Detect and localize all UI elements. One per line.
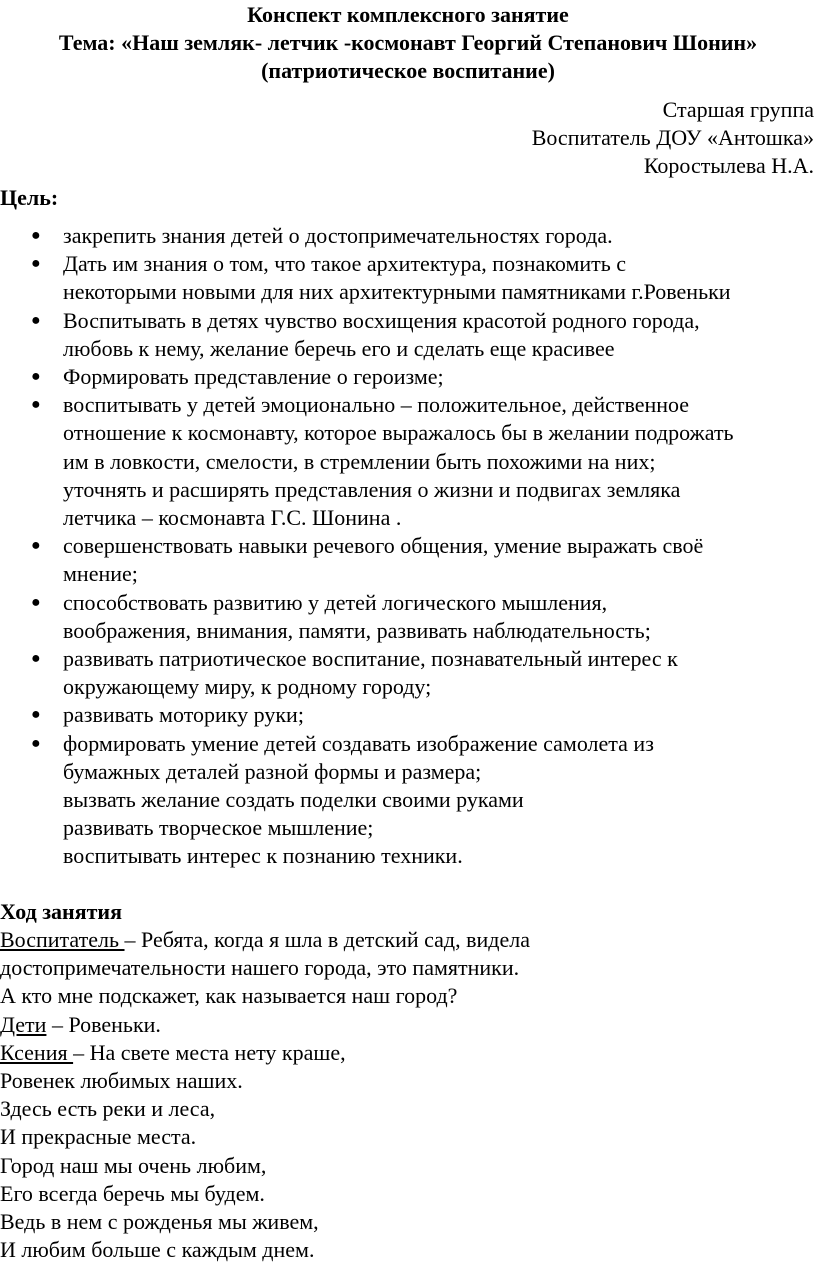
goal-line: развивать моторику руки; <box>63 702 304 728</box>
author-block <box>532 96 814 181</box>
dialogue-text: – Ровеньки. <box>46 1011 161 1037</box>
goal-line: совершенствовать навыки речевого общения, умение выражать своё <box>63 533 704 559</box>
goal-line: уточнять и расширять представления о жизни и подвигах земляка <box>63 476 681 502</box>
dialogue-line <box>0 926 530 954</box>
goals-heading: Цель: <box>0 185 59 210</box>
dialogue-text: достопримечательности нашего города, это памятники. <box>0 955 520 981</box>
lesson-dialogue <box>0 926 530 1264</box>
goal-line: Воспитывать в детях чувство восхищения красотой родного города, <box>63 307 700 333</box>
goals-list <box>0 222 734 871</box>
bullet-icon: ● <box>31 734 41 752</box>
goal-line: им в ловкости, смелости, в стремлении быть похожими на них; <box>63 448 656 474</box>
dialogue-line <box>0 1067 530 1095</box>
goal-item <box>0 250 734 306</box>
speaker-name: Воспитатель <box>0 927 125 952</box>
dialogue-line <box>0 982 530 1010</box>
bullet-icon: ● <box>31 650 41 668</box>
bullet-icon: ● <box>31 255 41 273</box>
goal-line: воображения, внимания, памяти, развивать наблюдательность; <box>63 617 651 643</box>
bullet-icon: ● <box>31 537 41 555</box>
dialogue-text: Ровенек любимых наших. <box>0 1068 243 1094</box>
lesson-heading: Ход занятия <box>0 899 123 924</box>
goal-item <box>0 532 734 588</box>
dialogue-line <box>0 1095 530 1123</box>
dialogue-line <box>0 954 530 982</box>
bullet-icon: ● <box>31 706 41 724</box>
topic-line: Тема: «Наш земляк- летчик -космонавт Георгий Степанович Шонин» <box>58 30 758 56</box>
goal-line: закрепить знания детей о достопримечательностях города. <box>63 223 613 248</box>
group-label: Старшая группа <box>662 97 814 122</box>
goal-line: развивать патриотическое воспитание, познавательный интерес к <box>63 646 678 672</box>
dialogue-line <box>0 1180 530 1208</box>
bullet-icon: ● <box>31 311 41 329</box>
goal-line: бумажных деталей разной формы и размера; <box>63 758 482 784</box>
goal-line: любовь к нему, желание беречь его и сделать еще красивее <box>63 335 615 361</box>
position-label: Воспитатель ДОУ «Антошка» <box>531 125 814 151</box>
dialogue-text: Город наш мы очень любим, <box>0 1152 267 1178</box>
dialogue-line <box>0 1236 530 1264</box>
title-line: Конспект комплексного занятие <box>247 2 569 27</box>
goal-line: вызвать желание создать поделки своими руками <box>63 787 524 813</box>
subtitle-line: (патриотическое воспитание) <box>261 58 555 84</box>
goal-line: отношение к космонавту, которое выражалось бы в желании подрожать <box>63 420 734 446</box>
goal-item <box>0 701 734 729</box>
goal-line: воспитывать у детей эмоционально – положительное, действенное <box>63 392 690 418</box>
bullet-icon: ● <box>31 396 41 414</box>
goal-item <box>0 391 734 532</box>
goal-item <box>0 730 734 871</box>
author-name: Коростылева Н.А. <box>643 153 814 179</box>
bullet-icon: ● <box>31 593 41 611</box>
dialogue-line <box>0 1011 530 1039</box>
goal-line: некоторыми новыми для них архитектурными памятниками г.Ровеньки <box>63 279 731 305</box>
dialogue-line <box>0 1152 530 1180</box>
speaker-name: Ксения <box>0 1039 74 1065</box>
goal-line: формировать умение детей создавать изображение самолета из <box>63 730 654 756</box>
dialogue-line <box>0 1208 530 1236</box>
goal-item <box>0 222 734 250</box>
dialogue-text: – На свете места нету краше, <box>73 1039 346 1065</box>
goal-item <box>0 363 734 391</box>
goal-line: воспитывать интерес к познанию техники. <box>63 843 463 869</box>
document-title <box>0 1 816 86</box>
goal-line: мнение; <box>63 561 138 587</box>
goal-line: окружающему миру, к родному городу; <box>63 674 432 700</box>
dialogue-line <box>0 1123 530 1151</box>
dialogue-text: А кто мне подскажет, как называется наш город? <box>0 983 458 1009</box>
dialogue-line <box>0 1039 530 1067</box>
speaker-name: Дети <box>0 1011 47 1037</box>
goal-line: Дать им знания о том, что такое архитектура, познакомить с <box>63 251 627 277</box>
goal-item <box>0 589 734 645</box>
dialogue-text: – Ребята, когда я шла в детский сад, видела <box>124 927 530 952</box>
dialogue-text: Его всегда беречь мы будем. <box>0 1180 265 1206</box>
bullet-icon: ● <box>31 227 41 244</box>
dialogue-text: Ведь в нем с рожденья мы живем, <box>0 1209 319 1235</box>
dialogue-text: И прекрасные места. <box>0 1124 197 1150</box>
goal-line: развивать творческое мышление; <box>63 815 374 841</box>
dialogue-text: Здесь есть реки и леса, <box>0 1096 216 1122</box>
goal-item <box>0 307 734 363</box>
bullet-icon: ● <box>31 368 41 386</box>
goal-item <box>0 645 734 701</box>
goal-line: способствовать развитию у детей логического мышления, <box>63 589 608 615</box>
dialogue-text: И любим больше с каждым днем. <box>0 1237 315 1263</box>
goal-line: летчика – космонавта Г.С. Шонина . <box>63 505 402 531</box>
goal-line: Формировать представление о героизме; <box>63 364 444 390</box>
